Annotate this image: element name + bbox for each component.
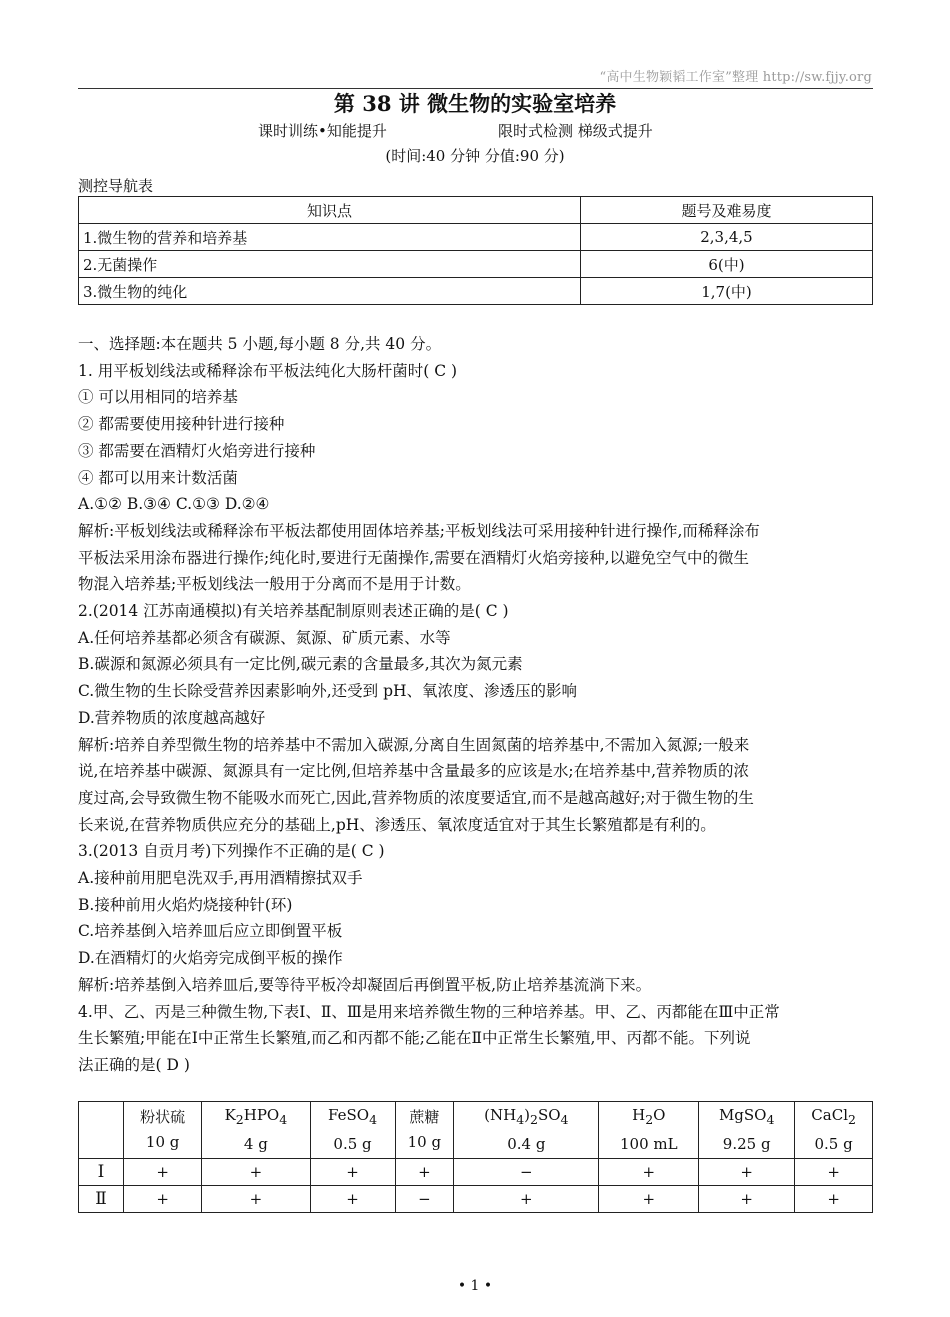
media-col-header: MgSO$_4$ 9.25 g [699, 1102, 795, 1159]
media-col-header: 粉状硫 10 g [124, 1102, 202, 1159]
question-2-analysis: 长来说,在营养物质供应充分的基础上,pH、渗透压、氧浓度适宜对于其生长繁殖都是有利的。 [78, 815, 716, 834]
media-cell: + [454, 1186, 599, 1213]
question-1-item: ③ 都需要在酒精灯火焰旁进行接种 [78, 441, 316, 460]
question-2-analysis: 度过高,会导致微生物不能吸水而死亡,因此,营养物质的浓度要适宜,而不是越高越好;对于微生物的生 [78, 788, 754, 807]
question-3-option: D.在酒精灯的火焰旁完成倒平板的操作 [78, 949, 343, 968]
media-header-row [79, 1102, 873, 1159]
media-cell: − [395, 1186, 454, 1213]
media-col-header: $(NH_4)_2SO_4$ 0.4 g [454, 1102, 599, 1159]
media-row-label: Ⅰ [79, 1159, 124, 1186]
question-1-item: ① 可以用相同的培养基 [78, 388, 238, 407]
subtitle-right: 限时式检测 梯级式提升 [498, 122, 653, 140]
nav-cell-questions: 2,3,4,5 [581, 224, 873, 251]
media-cell: + [395, 1159, 454, 1186]
header-rule [78, 88, 873, 89]
question-3-option: B.接种前用火焰灼烧接种针(环) [78, 895, 293, 914]
question-2-option: C.微生物的生长除受营养因素影响外,还受到 pH、氧浓度、渗透压的影响 [78, 682, 578, 701]
question-2-option: A.任何培养基都必须含有碳源、氮源、矿质元素、水等 [78, 628, 451, 647]
nav-header-topic: 知识点 [79, 197, 581, 224]
media-col-header: FeSO$_4$ 0.5 g [310, 1102, 395, 1159]
table-row [79, 278, 873, 305]
nav-header-questions: 题号及难易度 [581, 197, 873, 224]
question-2-option: D.营养物质的浓度越高越好 [78, 708, 266, 727]
question-content [78, 331, 873, 1079]
page-title: 第 38 讲 微生物的实验室培养 [333, 91, 617, 116]
nav-cell-topic: 3.微生物的纯化 [79, 278, 581, 305]
question-3-analysis: 解析:培养基倒入培养皿后,要等待平板冷却凝固后再倒置平板,防止培养基流淌下来。 [78, 975, 652, 994]
media-cell: + [599, 1159, 699, 1186]
nav-cell-topic: 2.无菌操作 [79, 251, 581, 278]
question-3-option: C.培养基倒入培养皿后应立即倒置平板 [78, 922, 343, 941]
media-cell: + [202, 1186, 310, 1213]
question-1-analysis: 物混入培养基;平板划线法一般用于分离而不是用于计数。 [78, 575, 471, 594]
subtitle-row [0, 118, 950, 140]
nav-table-header [79, 197, 873, 224]
nav-table [78, 196, 873, 305]
question-1-options: A.①② B.③④ C.①③ D.②④ [78, 495, 270, 514]
question-2-option: B.碳源和氮源必须具有一定比例,碳元素的含量最多,其次为氮元素 [78, 655, 523, 674]
page-number: • 1 • [457, 1278, 493, 1294]
media-col-header: 蔗糖 10 g [395, 1102, 454, 1159]
media-col-header: CaCl$_2$ 0.5 g [795, 1102, 873, 1159]
media-cell: + [795, 1186, 873, 1213]
media-col-header: $H_2O$ 100 mL [599, 1102, 699, 1159]
media-cell: + [124, 1159, 202, 1186]
subtitle-left: 课时训练•知能提升 [258, 122, 387, 140]
table-row [79, 224, 873, 251]
question-1-item: ④ 都可以用来计数活菌 [78, 468, 238, 487]
nav-table-title: 测控导航表 [78, 177, 154, 195]
media-corner-cell [79, 1102, 124, 1159]
question-1-stem: 1. 用平板划线法或稀释涂布平板法纯化大肠杆菌时( C ) [78, 361, 458, 380]
question-4-stem: 生长繁殖;甲能在Ⅰ中正常生长繁殖,而乙和丙都不能;乙能在Ⅱ中正常生长繁殖,甲、丙都不能。下列说 [78, 1029, 751, 1048]
question-4-stem: 法正确的是( D ) [78, 1055, 190, 1074]
media-col-header: $K_2HPO_4$ 4 g [202, 1102, 310, 1159]
media-cell: + [310, 1186, 395, 1213]
question-3-option: A.接种前用肥皂洗双手,再用酒精擦拭双手 [78, 869, 363, 888]
media-cell: + [599, 1186, 699, 1213]
media-cell: + [124, 1186, 202, 1213]
media-cell: + [699, 1186, 795, 1213]
media-cell: + [202, 1159, 310, 1186]
media-cell: + [310, 1159, 395, 1186]
nav-cell-questions: 1,7(中) [581, 278, 873, 305]
table-row [79, 1159, 873, 1186]
question-2-analysis: 说,在培养基中碳源、氮源具有一定比例,但培养基中含量最多的应该是水;在培养基中,营养物质的浓 [78, 762, 750, 781]
question-2-analysis: 解析:培养自养型微生物的培养基中不需加入碳源,分离自生固氮菌的培养基中,不需加入氮源;一般来 [78, 735, 750, 754]
media-row-label: Ⅱ [79, 1186, 124, 1213]
media-cell: − [454, 1159, 599, 1186]
question-2-stem: 2.(2014 江苏南通模拟)有关培养基配制原则表述正确的是( C ) [78, 602, 509, 621]
media-table [78, 1101, 873, 1213]
media-cell: + [699, 1159, 795, 1186]
media-cell: + [795, 1159, 873, 1186]
nav-cell-questions: 6(中) [581, 251, 873, 278]
watermark: “高中生物颖韬工作室”整理 http://sw.fjjy.org [599, 70, 872, 85]
section-heading: 一、选择题:本在题共 5 小题,每小题 8 分,共 40 分。 [78, 335, 442, 353]
question-1-item: ② 都需要使用接种针进行接种 [78, 415, 285, 434]
question-4-stem: 4.甲、乙、丙是三种微生物,下表Ⅰ、Ⅱ、Ⅲ是用来培养微生物的三种培养基。甲、乙、丙都能在Ⅲ中正常 [78, 1002, 780, 1021]
nav-cell-topic: 1.微生物的营养和培养基 [79, 224, 581, 251]
table-row [79, 251, 873, 278]
question-3-stem: 3.(2013 自贡月考)下列操作不正确的是( C ) [78, 842, 385, 861]
time-info: (时间:40 分钟 分值:90 分) [385, 147, 565, 165]
question-1-analysis: 解析:平板划线法或稀释涂布平板法都使用固体培养基;平板划线法可采用接种针进行操作,而稀释涂布 [78, 521, 760, 540]
question-1-analysis: 平板法采用涂布器进行操作;纯化时,要进行无菌操作,需要在酒精灯火焰旁接种,以避免空气中的微生 [78, 548, 750, 567]
table-row [79, 1186, 873, 1213]
